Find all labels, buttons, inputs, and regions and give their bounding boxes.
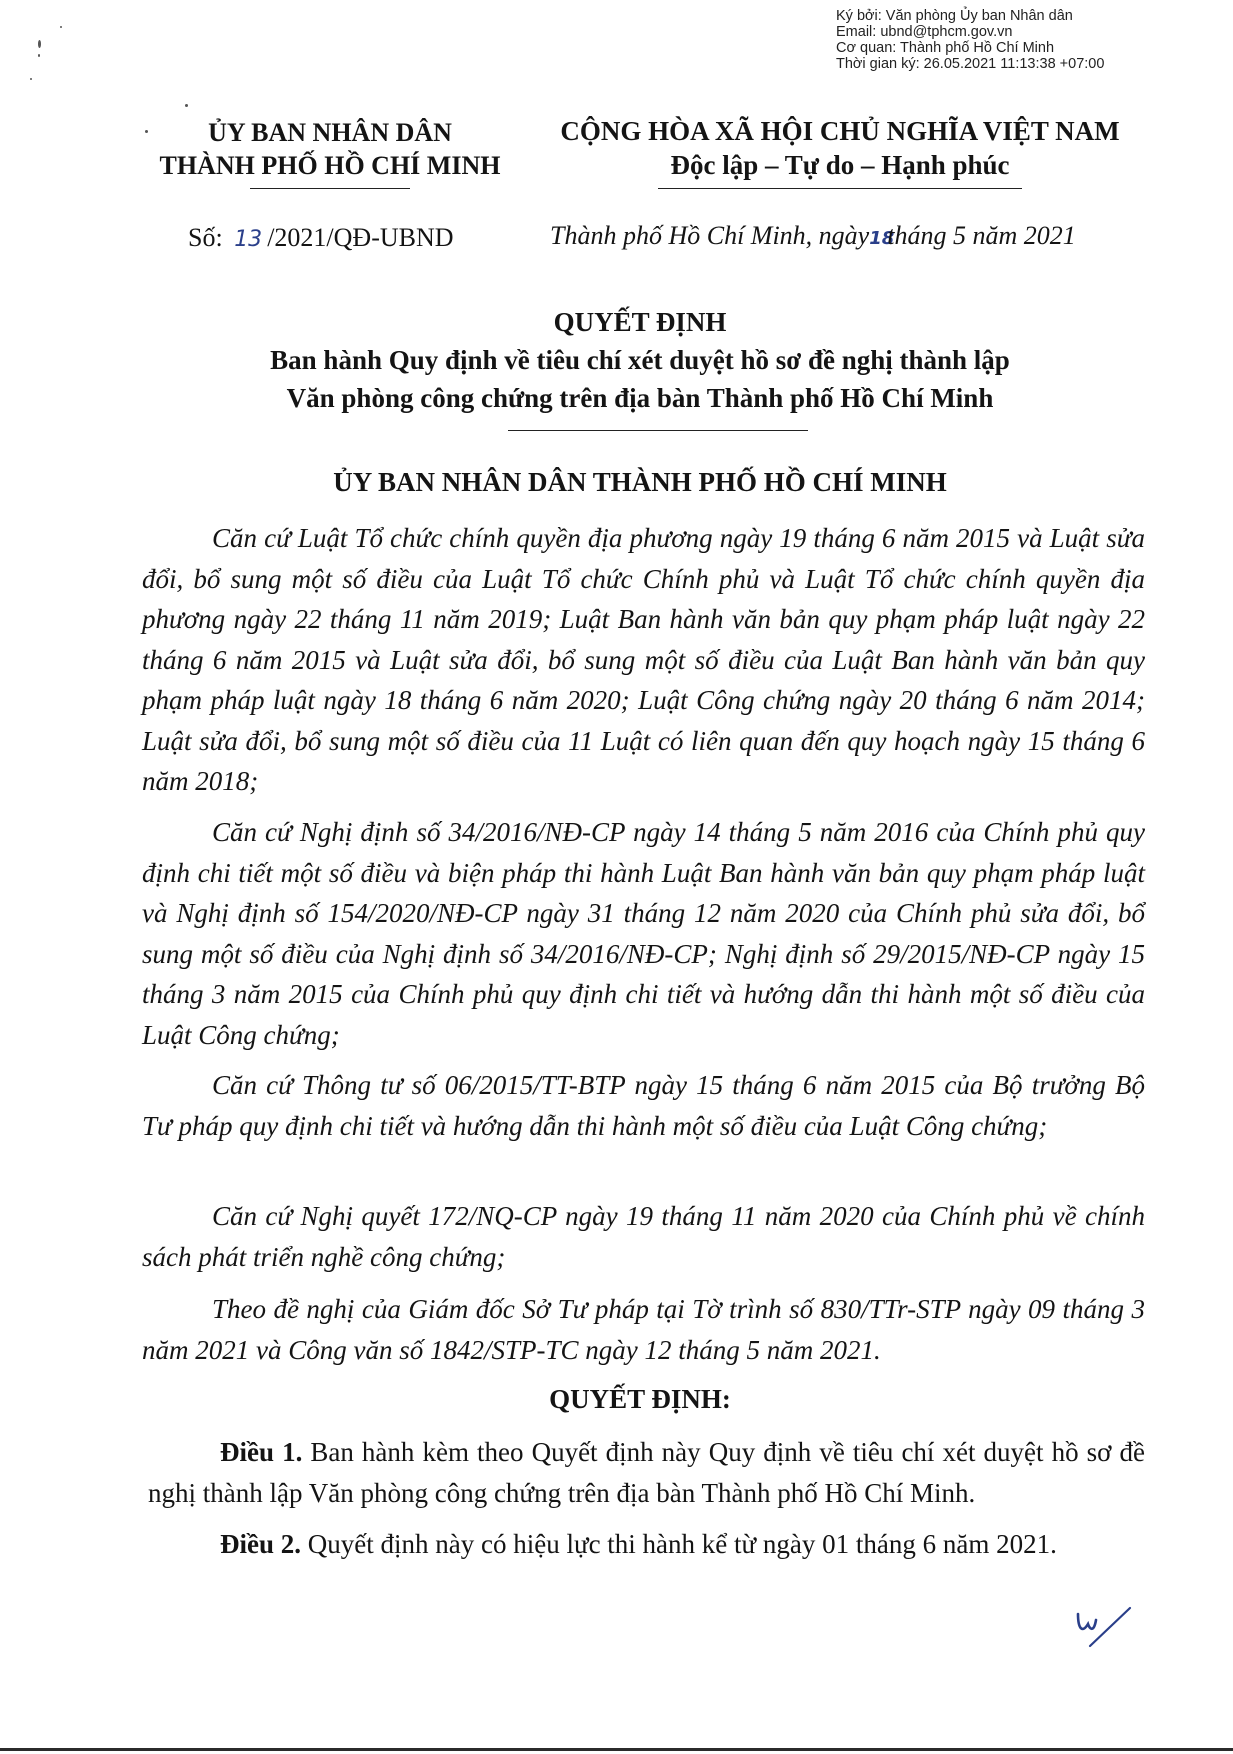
date-suffix: tháng 5 năm 2021 xyxy=(887,221,1076,250)
title-line-2: Văn phòng công chứng trên địa bàn Thành phố Hồ Chí Minh xyxy=(286,383,994,413)
issuing-authority-header xyxy=(130,116,530,182)
org-line-2: THÀNH PHỐ HỒ CHÍ MINH xyxy=(159,151,501,180)
article-1-text: Ban hành kèm theo Quyết định này Quy định về tiêu chí xét duyệt hồ sơ đề nghị thành lập Văn phòng công chứng trên địa bàn Thành phố Hồ Chí Minh. xyxy=(148,1437,1145,1508)
signature-signer: Ký bởi: Văn phòng Ủy ban Nhân dân xyxy=(836,8,1073,24)
preamble-paragraph: Căn cứ Thông tư số 06/2015/TT-BTP ngày 15 tháng 6 năm 2015 của Bộ trưởng Bộ Tư pháp quy định chi tiết và hướng dẫn thi hành một số điều của Luật Công chứng; xyxy=(142,1070,1145,1141)
handwritten-number: 13 xyxy=(234,227,263,252)
signature-email: Email: ubnd@tphcm.gov.vn xyxy=(836,24,1013,40)
national-motto: Độc lập – Tự do – Hạnh phúc xyxy=(670,150,1010,180)
scan-speck xyxy=(185,104,188,107)
scan-speck xyxy=(38,40,41,48)
article-2-text: Quyết định này có hiệu lực thi hành kể từ ngày 01 tháng 6 năm 2021. xyxy=(307,1529,1057,1559)
signature-time: Thời gian ký: 26.05.2021 11:13:38 +07:00 xyxy=(836,56,1105,72)
national-header xyxy=(540,114,1140,182)
country-name: CỘNG HÒA XÃ HỘI CHỦ NGHĨA VIỆT NAM xyxy=(560,116,1120,146)
digital-signature-info xyxy=(836,8,1104,72)
title-heading: QUYẾT ĐỊNH xyxy=(553,307,727,337)
article-2 xyxy=(148,1524,1145,1565)
article-2-label: Điều 2. xyxy=(220,1529,301,1559)
handwritten-initials-icon xyxy=(1068,1600,1138,1660)
preamble-paragraph: Căn cứ Luật Tổ chức chính quyền địa phương ngày 19 tháng 6 năm 2015 và Luật sửa đổi, bổ sung một số điều của Luật Tổ chức Chính phủ và Luật Tổ chức chính quyền địa phương ngày 22 tháng 11 năm 2019; Luật Ban hành văn bản quy phạm pháp luật ngày 22 tháng 6 năm 2015 và Luật sửa đổi, bổ sung một số điều của Luật Ban hành văn bản quy phạm pháp luật ngày 18 tháng 6 năm 2020; Luật Công chứng ngày 20 tháng 6 năm 2014; Luật sửa đổi, bổ sung một số điều của 11 Luật có liên quan đến quy hoạch ngày 15 tháng 6 năm 2018; xyxy=(142,523,1145,796)
header-left-underline xyxy=(250,188,410,189)
title-line-1: Ban hành Quy định về tiêu chí xét duyệt hồ sơ đề nghị thành lập xyxy=(270,345,1010,375)
handwritten-day: 18 xyxy=(869,228,895,249)
article-1-label: Điều 1. xyxy=(220,1437,303,1467)
decision-heading: QUYẾT ĐỊNH: xyxy=(549,1384,731,1414)
header-right-underline xyxy=(658,188,1022,189)
scan-speck xyxy=(60,26,62,28)
preamble-paragraph: Căn cứ Nghị quyết 172/NQ-CP ngày 19 tháng 11 năm 2020 của Chính phủ về chính sách phát triển nghề công chứng; xyxy=(142,1201,1145,1272)
org-line-1: ỦY BAN NHÂN DÂN xyxy=(208,118,452,147)
preamble-paragraph: Căn cứ Nghị định số 34/2016/NĐ-CP ngày 14 tháng 5 năm 2016 của Chính phủ quy định chi tiết một số điều và biện pháp thi hành Luật Ban hành văn bản quy phạm pháp luật và Nghị định số 154/2020/NĐ-CP ngày 31 tháng 12 năm 2020 của Chính phủ sửa đổi, bổ sung một số điều của Nghị định số 34/2016/NĐ-CP; Nghị định số 29/2015/NĐ-CP ngày 15 tháng 3 năm 2015 của Chính phủ quy định chi tiết và hướng dẫn thi hành một số điều của Luật Công chứng; xyxy=(142,817,1145,1050)
title-underline xyxy=(508,430,808,431)
article-1 xyxy=(148,1432,1145,1514)
document-number xyxy=(188,223,454,253)
document-title xyxy=(130,303,1150,417)
document-number-suffix: /2021/QĐ-UBND xyxy=(267,223,454,252)
document-date xyxy=(550,221,1076,251)
scan-speck xyxy=(30,78,32,80)
document-number-prefix: Số: xyxy=(188,223,223,252)
signature-agency: Cơ quan: Thành phố Hồ Chí Minh xyxy=(836,40,1055,56)
date-prefix: Thành phố Hồ Chí Minh, ngày xyxy=(550,221,870,250)
authority-heading: ỦY BAN NHÂN DÂN THÀNH PHỐ HỒ CHÍ MINH xyxy=(333,467,947,497)
page-bottom-edge xyxy=(0,1748,1233,1751)
scan-speck xyxy=(38,54,40,57)
preamble-paragraph: Theo đề nghị của Giám đốc Sở Tư pháp tại Tờ trình số 830/TTr-STP ngày 09 tháng 3 năm 2021 và Công văn số 1842/STP-TC ngày 12 tháng 5 năm 2021. xyxy=(142,1294,1145,1365)
